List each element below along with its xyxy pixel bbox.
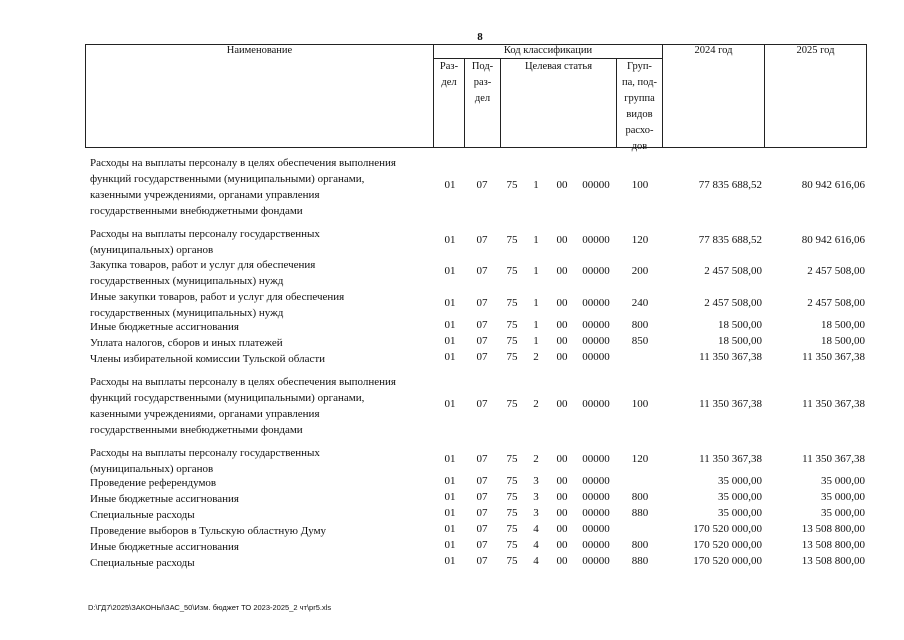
file-path-footer: D:\ГД7\2025\ЗАКОНЫ\ЗАС_50\Изм. бюджет ТО 2023-2025_2 чт\pr5.xls bbox=[88, 603, 332, 612]
row-amount-2025: 35 000,00 bbox=[821, 491, 865, 503]
row-amount-2025: 2 457 508,00 bbox=[807, 297, 865, 309]
row-expense-group: 880 bbox=[631, 507, 649, 519]
table-row bbox=[0, 523, 904, 539]
row-target-program: 75 bbox=[506, 453, 518, 465]
row-section: 01 bbox=[444, 335, 456, 347]
row-subsection: 07 bbox=[476, 398, 488, 410]
row-amount-2024: 11 350 367,38 bbox=[699, 398, 762, 410]
table-row bbox=[0, 257, 904, 289]
row-target-direction: 00000 bbox=[582, 539, 610, 551]
row-name: Иные бюджетные ассигнования bbox=[90, 493, 239, 505]
row-subsection: 07 bbox=[476, 234, 488, 246]
row-target-type: 2 bbox=[533, 398, 539, 410]
row-amount-2024: 170 520 000,00 bbox=[693, 555, 762, 567]
row-amount-2025: 2 457 508,00 bbox=[807, 265, 865, 277]
row-amount-2025: 80 942 616,06 bbox=[801, 179, 865, 191]
row-section: 01 bbox=[444, 179, 456, 191]
row-amount-2024: 18 500,00 bbox=[718, 335, 762, 347]
row-expense-group: 800 bbox=[631, 539, 649, 551]
row-target-direction: 00000 bbox=[582, 491, 610, 503]
row-target-main: 00 bbox=[556, 555, 568, 567]
row-subsection: 07 bbox=[476, 351, 488, 363]
row-target-direction: 00000 bbox=[582, 555, 610, 567]
row-target-program: 75 bbox=[506, 297, 518, 309]
table-row bbox=[0, 445, 904, 477]
row-target-direction: 00000 bbox=[582, 265, 610, 277]
row-name: Расходы на выплаты персоналу государственных (муниципальных) органов bbox=[90, 228, 320, 256]
row-target-program: 75 bbox=[506, 335, 518, 347]
row-target-type: 4 bbox=[533, 555, 539, 567]
row-target-type: 3 bbox=[533, 491, 539, 503]
row-amount-2025: 35 000,00 bbox=[821, 475, 865, 487]
row-target-type: 1 bbox=[533, 319, 539, 331]
row-section: 01 bbox=[444, 351, 456, 363]
header-target-item: Целевая статья bbox=[524, 61, 593, 72]
row-section: 01 bbox=[444, 297, 456, 309]
row-expense-group: 200 bbox=[631, 265, 649, 277]
row-target-program: 75 bbox=[506, 351, 518, 363]
row-amount-2024: 18 500,00 bbox=[718, 319, 762, 331]
row-target-main: 00 bbox=[556, 265, 568, 277]
table-row bbox=[0, 491, 904, 507]
row-target-direction: 00000 bbox=[582, 319, 610, 331]
row-target-program: 75 bbox=[506, 179, 518, 191]
row-target-type: 4 bbox=[533, 523, 539, 535]
row-target-program: 75 bbox=[506, 491, 518, 503]
row-amount-2024: 11 350 367,38 bbox=[699, 351, 762, 363]
row-section: 01 bbox=[444, 398, 456, 410]
row-amount-2025: 11 350 367,38 bbox=[802, 351, 865, 363]
row-target-program: 75 bbox=[506, 555, 518, 567]
row-target-type: 2 bbox=[533, 351, 539, 363]
table-row bbox=[0, 155, 904, 219]
row-target-main: 00 bbox=[556, 523, 568, 535]
row-target-direction: 00000 bbox=[582, 234, 610, 246]
row-subsection: 07 bbox=[476, 555, 488, 567]
row-amount-2024: 77 835 688,52 bbox=[698, 179, 762, 191]
row-subsection: 07 bbox=[476, 335, 488, 347]
row-target-main: 00 bbox=[556, 453, 568, 465]
row-target-direction: 00000 bbox=[582, 335, 610, 347]
row-target-program: 75 bbox=[506, 475, 518, 487]
row-target-program: 75 bbox=[506, 523, 518, 535]
row-target-type: 1 bbox=[533, 265, 539, 277]
row-name: Расходы на выплаты персоналу в целях обеспечения выполнения функций государственными (муниципальными) органами, казенными учреждениями, органами управления государственными внебюджетными фондами bbox=[90, 376, 396, 436]
row-amount-2025: 35 000,00 bbox=[821, 507, 865, 519]
row-amount-2025: 80 942 616,06 bbox=[801, 234, 865, 246]
row-target-type: 3 bbox=[533, 507, 539, 519]
row-section: 01 bbox=[444, 539, 456, 551]
table-row bbox=[0, 289, 904, 321]
row-amount-2025: 13 508 800,00 bbox=[801, 555, 865, 567]
header-2025-cell bbox=[764, 44, 867, 148]
header-code: Код классификации bbox=[503, 45, 593, 56]
header-2024-cell bbox=[662, 44, 765, 148]
row-subsection: 07 bbox=[476, 179, 488, 191]
row-target-direction: 00000 bbox=[582, 453, 610, 465]
row-amount-2024: 35 000,00 bbox=[718, 491, 762, 503]
row-expense-group: 880 bbox=[631, 555, 649, 567]
row-name: Расходы на выплаты персоналу в целях обеспечения выполнения функций государственными (муниципальными) органами, казенными учреждениями, органами управления государственными внебюджетными фондами bbox=[90, 157, 396, 217]
row-target-program: 75 bbox=[506, 539, 518, 551]
row-target-direction: 00000 bbox=[582, 523, 610, 535]
row-section: 01 bbox=[444, 523, 456, 535]
row-target-direction: 00000 bbox=[582, 179, 610, 191]
row-amount-2024: 35 000,00 bbox=[718, 507, 762, 519]
table-row bbox=[0, 555, 904, 571]
table-row bbox=[0, 226, 904, 258]
row-target-main: 00 bbox=[556, 234, 568, 246]
row-amount-2024: 11 350 367,38 bbox=[699, 453, 762, 465]
row-target-type: 1 bbox=[533, 179, 539, 191]
table-row bbox=[0, 539, 904, 555]
row-amount-2025: 13 508 800,00 bbox=[801, 523, 865, 535]
row-target-main: 00 bbox=[556, 335, 568, 347]
row-target-main: 00 bbox=[556, 297, 568, 309]
row-name: Закупка товаров, работ и услуг для обеспечения государственных (муниципальных) нужд bbox=[90, 259, 316, 287]
row-target-main: 00 bbox=[556, 507, 568, 519]
row-amount-2024: 170 520 000,00 bbox=[693, 539, 762, 551]
row-expense-group: 240 bbox=[631, 297, 649, 309]
row-subsection: 07 bbox=[476, 453, 488, 465]
row-amount-2025: 11 350 367,38 bbox=[802, 398, 865, 410]
row-amount-2024: 2 457 508,00 bbox=[704, 297, 762, 309]
row-name: Иные бюджетные ассигнования bbox=[90, 541, 239, 553]
row-expense-group: 100 bbox=[631, 179, 649, 191]
row-subsection: 07 bbox=[476, 319, 488, 331]
row-target-type: 1 bbox=[533, 234, 539, 246]
row-subsection: 07 bbox=[476, 265, 488, 277]
row-amount-2025: 11 350 367,38 bbox=[802, 453, 865, 465]
row-target-program: 75 bbox=[506, 398, 518, 410]
row-subsection: 07 bbox=[476, 475, 488, 487]
row-expense-group: 800 bbox=[631, 491, 649, 503]
row-target-main: 00 bbox=[556, 539, 568, 551]
header-expense-group: Груп- па, под- группа видов расхо- дов bbox=[622, 61, 657, 152]
row-section: 01 bbox=[444, 555, 456, 567]
row-subsection: 07 bbox=[476, 491, 488, 503]
row-target-program: 75 bbox=[506, 234, 518, 246]
row-subsection: 07 bbox=[476, 297, 488, 309]
header-2024: 2024 год bbox=[694, 45, 733, 56]
row-amount-2024: 77 835 688,52 bbox=[698, 234, 762, 246]
row-name: Расходы на выплаты персоналу государственных (муниципальных) органов bbox=[90, 447, 320, 475]
row-target-main: 00 bbox=[556, 491, 568, 503]
row-target-program: 75 bbox=[506, 265, 518, 277]
row-target-direction: 00000 bbox=[582, 398, 610, 410]
header-name: Наименование bbox=[226, 45, 293, 56]
row-section: 01 bbox=[444, 234, 456, 246]
row-section: 01 bbox=[444, 475, 456, 487]
row-amount-2025: 18 500,00 bbox=[821, 335, 865, 347]
row-expense-group: 120 bbox=[631, 453, 649, 465]
row-amount-2025: 13 508 800,00 bbox=[801, 539, 865, 551]
row-name: Иные бюджетные ассигнования bbox=[90, 321, 239, 333]
row-expense-group: 100 bbox=[631, 398, 649, 410]
row-name: Проведение выборов в Тульскую областную Думу bbox=[90, 525, 327, 537]
row-amount-2024: 35 000,00 bbox=[718, 475, 762, 487]
row-name: Уплата налогов, сборов и иных платежей bbox=[90, 337, 283, 349]
row-target-type: 1 bbox=[533, 335, 539, 347]
row-amount-2024: 170 520 000,00 bbox=[693, 523, 762, 535]
row-name: Члены избирательной комиссии Тульской области bbox=[90, 353, 326, 365]
row-target-direction: 00000 bbox=[582, 297, 610, 309]
row-target-main: 00 bbox=[556, 319, 568, 331]
row-target-main: 00 bbox=[556, 398, 568, 410]
table-row bbox=[0, 374, 904, 438]
row-subsection: 07 bbox=[476, 507, 488, 519]
row-section: 01 bbox=[444, 507, 456, 519]
row-target-direction: 00000 bbox=[582, 507, 610, 519]
row-target-type: 4 bbox=[533, 539, 539, 551]
row-expense-group: 850 bbox=[631, 335, 649, 347]
row-target-main: 00 bbox=[556, 475, 568, 487]
table-row bbox=[0, 475, 904, 491]
row-target-main: 00 bbox=[556, 179, 568, 191]
table-row bbox=[0, 335, 904, 351]
row-target-type: 3 bbox=[533, 475, 539, 487]
row-target-main: 00 bbox=[556, 351, 568, 363]
row-subsection: 07 bbox=[476, 539, 488, 551]
page-number: 8 bbox=[477, 31, 483, 43]
row-name: Проведение референдумов bbox=[90, 477, 217, 489]
header-2025: 2025 год bbox=[796, 45, 835, 56]
row-name: Иные закупки товаров, работ и услуг для обеспечения государственных (муниципальных) нужд bbox=[90, 291, 345, 319]
row-expense-group: 120 bbox=[631, 234, 649, 246]
row-amount-2024: 2 457 508,00 bbox=[704, 265, 762, 277]
row-subsection: 07 bbox=[476, 523, 488, 535]
row-expense-group: 800 bbox=[631, 319, 649, 331]
header-name-cell bbox=[85, 44, 434, 148]
table-row bbox=[0, 319, 904, 335]
row-section: 01 bbox=[444, 491, 456, 503]
row-amount-2025: 18 500,00 bbox=[821, 319, 865, 331]
header-subsection: Под- раз- дел bbox=[471, 61, 494, 104]
row-target-direction: 00000 bbox=[582, 351, 610, 363]
row-target-program: 75 bbox=[506, 507, 518, 519]
row-target-direction: 00000 bbox=[582, 475, 610, 487]
row-section: 01 bbox=[444, 319, 456, 331]
row-target-type: 1 bbox=[533, 297, 539, 309]
row-section: 01 bbox=[444, 453, 456, 465]
table-row bbox=[0, 351, 904, 367]
row-name: Специальные расходы bbox=[90, 557, 195, 569]
header-section: Раз- дел bbox=[439, 61, 459, 88]
row-target-program: 75 bbox=[506, 319, 518, 331]
row-target-type: 2 bbox=[533, 453, 539, 465]
row-section: 01 bbox=[444, 265, 456, 277]
table-row bbox=[0, 507, 904, 523]
row-name: Специальные расходы bbox=[90, 509, 195, 521]
